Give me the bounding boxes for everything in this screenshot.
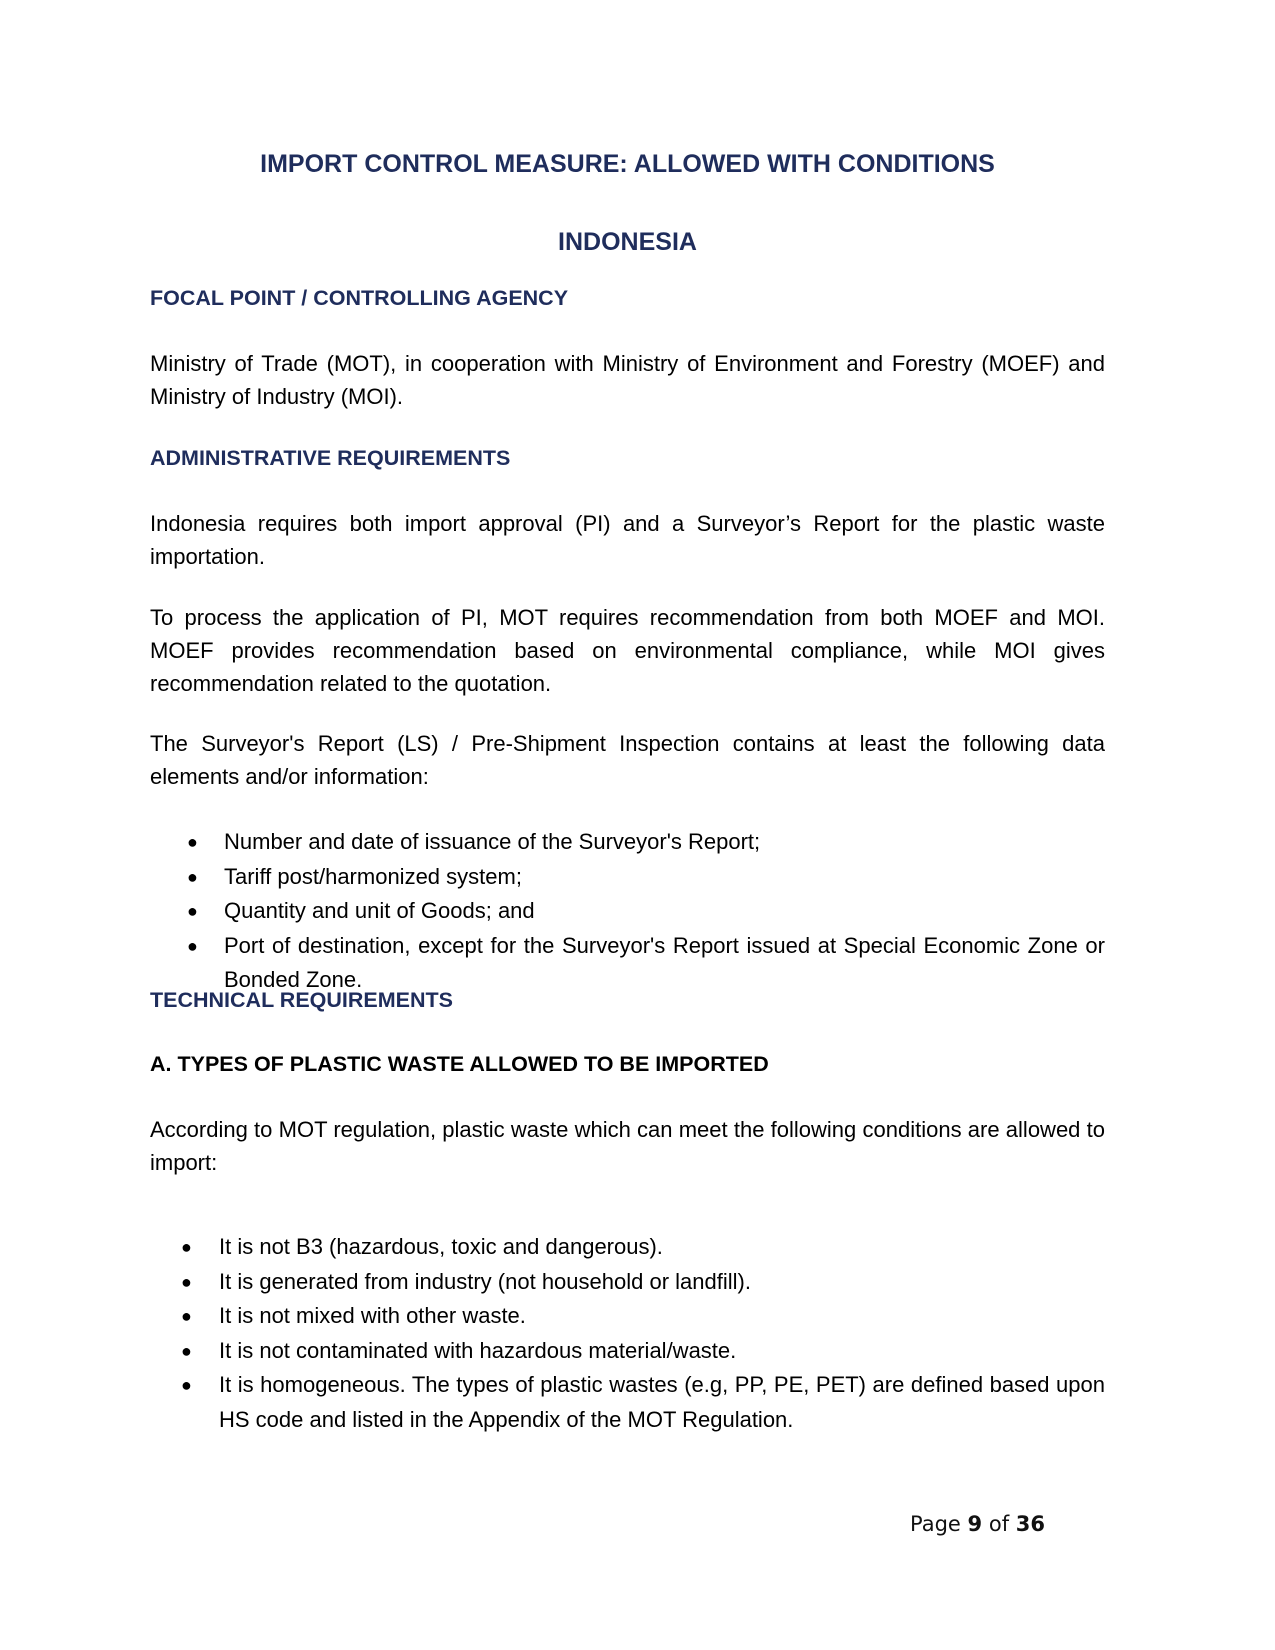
list-item (187, 894, 1105, 929)
focal-point-text: Ministry of Trade (MOT), in cooperation with Ministry of Environment and Forestry (MOEF) and Ministry of Industry (MOI). (150, 351, 1105, 409)
list-item (181, 1368, 1105, 1437)
list-item-text: Number and date of issuance of the Surveyor's Report; (224, 829, 761, 854)
bullet-icon: ● (187, 901, 198, 921)
technical-heading: TECHNICAL REQUIREMENTS (150, 988, 454, 1012)
bullet-icon: ● (181, 1306, 192, 1326)
bullet-icon: ● (187, 832, 198, 852)
list-item-text: It is not B3 (hazardous, toxic and dangerous). (219, 1234, 663, 1259)
administrative-heading: ADMINISTRATIVE REQUIREMENTS (150, 446, 511, 470)
list-item-text: It is homogeneous. The types of plastic wastes (e.g, PP, PE, PET) are defined based upon HS code and listed in the Appendix of the MOT Regulation. (219, 1372, 1105, 1432)
page-footer (910, 1512, 1045, 1536)
list-item-text: Tariff post/harmonized system; (224, 863, 522, 889)
bullet-icon: ● (187, 866, 198, 887)
technical-paragraph: According to MOT regulation, plastic waste which can meet the following conditions are allowed to import: (150, 1117, 1105, 1175)
focal-point-heading: FOCAL POINT / CONTROLLING AGENCY (150, 286, 569, 310)
bullet-icon: ● (181, 1237, 192, 1257)
list-item-text: It is generated from industry (not household or landfill). (219, 1268, 751, 1294)
list-item-text: Port of destination, except for the Surveyor's Report issued at Special Economic Zone or Bonded Zone. (224, 932, 1105, 992)
list-item (187, 860, 1105, 895)
administrative-paragraph-2: To process the application of PI, MOT requires recommendation from both MOEF and MOI. MOEF provides recommendation based on environmental compliance, while MOI gives recommendation related to the quotation. (150, 605, 1105, 696)
list-item (181, 1334, 1105, 1369)
page-number: 9 (967, 1512, 983, 1536)
of-word: of (988, 1512, 1010, 1536)
technical-subheading: A. TYPES OF PLASTIC WASTE ALLOWED TO BE IMPORTED (150, 1052, 769, 1076)
list-item-text: Quantity and unit of Goods; and (224, 898, 535, 923)
list-item (181, 1230, 1105, 1265)
list-item (187, 825, 1105, 860)
page-word: Page (910, 1512, 961, 1536)
list-item (181, 1299, 1105, 1334)
country-title: INDONESIA (558, 228, 697, 256)
list-item-text: It is not contaminated with hazardous material/waste. (219, 1337, 737, 1363)
surveyor-report-list (187, 825, 1105, 998)
administrative-paragraph-1: Indonesia requires both import approval (PI) and a Surveyor’s Report for the plastic waste importation. (150, 511, 1105, 569)
document-title: IMPORT CONTROL MEASURE: ALLOWED WITH CONDITIONS (260, 150, 995, 178)
bullet-icon: ● (181, 1340, 192, 1361)
bullet-icon: ● (187, 935, 198, 956)
plastic-waste-conditions-list (181, 1230, 1105, 1437)
administrative-paragraph-3: The Surveyor's Report (LS) / Pre-Shipment Inspection contains at least the following data elements and/or information: (150, 731, 1105, 789)
bullet-icon: ● (181, 1271, 192, 1292)
list-item (181, 1265, 1105, 1300)
list-item-text: It is not mixed with other waste. (219, 1303, 526, 1328)
bullet-icon: ● (181, 1375, 192, 1395)
total-pages: 36 (1015, 1512, 1046, 1536)
